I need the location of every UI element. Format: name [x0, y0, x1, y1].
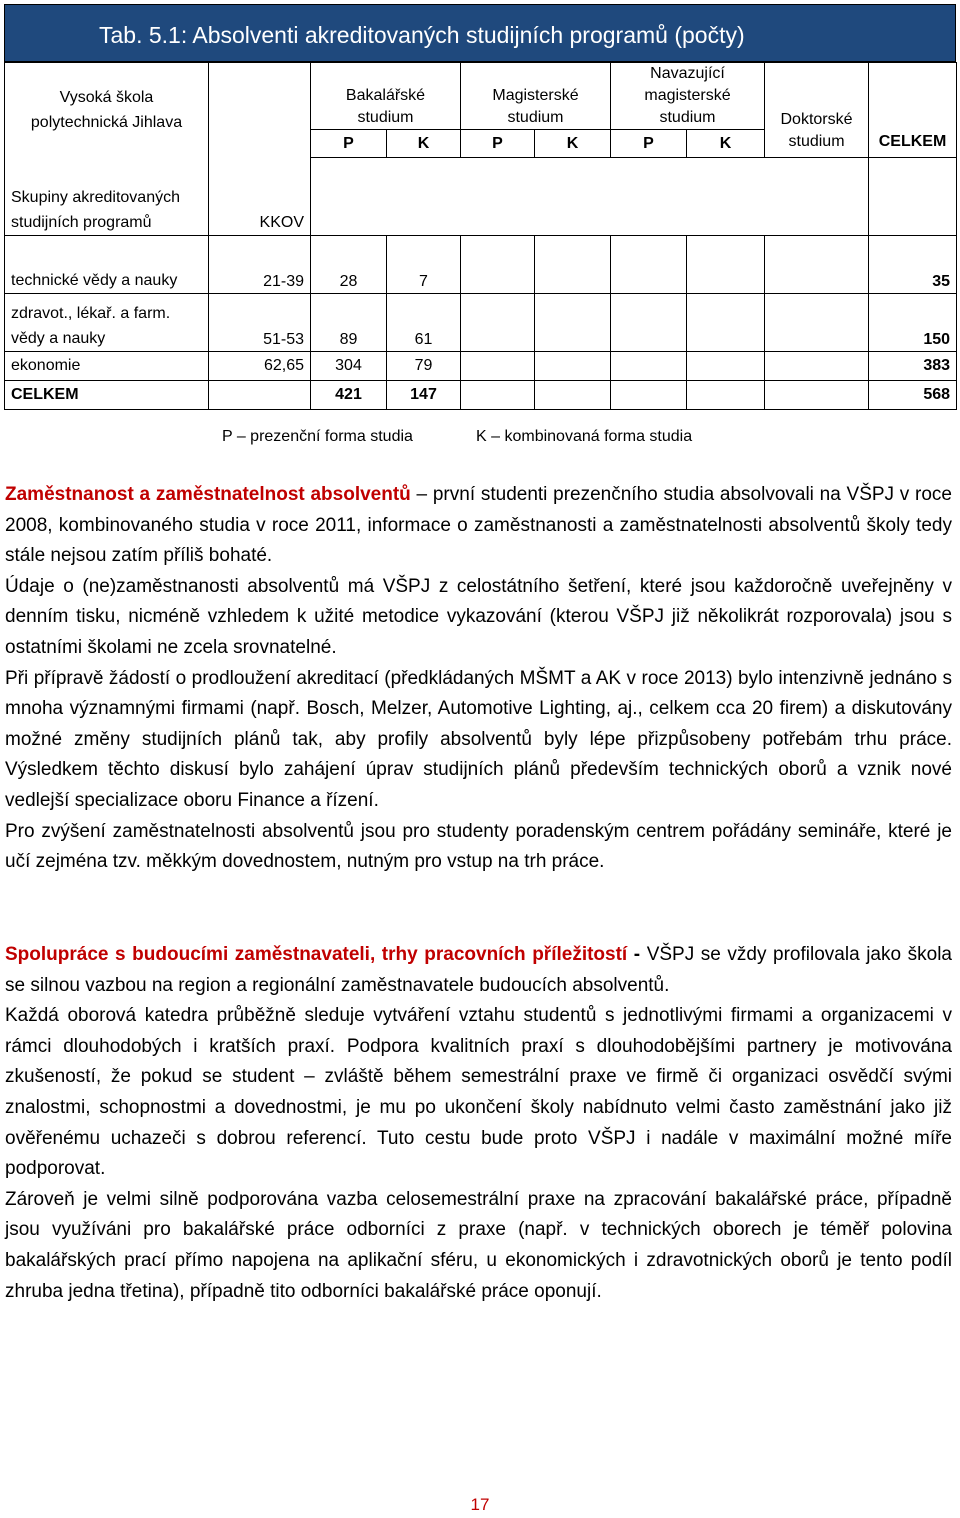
graduates-table	[4, 62, 957, 410]
total-header: CELKEM	[869, 63, 957, 158]
section-heading: Spolupráce s budoucími zaměstnavateli, trhy pracovních příležitostí	[5, 944, 628, 965]
page-number: 17	[470, 1495, 490, 1514]
row-bc-p: 89	[311, 294, 387, 352]
phd-header: Doktorské studium	[765, 63, 869, 158]
paragraph: Zároveň je velmi silně podporována vazba celosemestrální praxe na zpracování bakalářské práce, případně jsou využíváni pro bakalářské práce odborníci z praxe (např. v technických oborech je téměř polovina bakalářských prací přímo napojena na aplikační sféru, u ekonomických i zdravotnických oborů je tento podíl zhruba jedna třetina), případně tito odborníci bakalářské práce oponují.	[5, 1188, 952, 1302]
paragraph: Zaměstnanost a zaměstnatelnost absolventů – první studenti prezenčního studia absolvovali na VŠPJ v roce 2008, kombinovaného studia v roce 2011, informace o zaměstnanosti a zaměstnatelnosti absolventů školy tedy stále nejsou zatím příliš bohaté.	[5, 484, 952, 567]
legend-k: K – kombinovaná forma studia	[476, 428, 693, 445]
bc-k-header: K	[387, 130, 461, 158]
kkov-label: KKOV	[209, 158, 311, 236]
row-kkov: 62,65	[209, 352, 311, 381]
total-bc-k: 147	[387, 381, 461, 410]
paragraph: Údaje o (ne)zaměstnanosti absolventů má VŠPJ z celostátního šetření, které jsou každoročně uveřejněny v denním tisku, nicméně vzhledem k užité metodice vykazování (kterou VŠPJ již několikrát rozporovala) jsou s ostatními školami ne zcela srovnatelné.	[5, 575, 952, 658]
corner-header: Vysoká škola polytechnická Jihlava	[5, 63, 209, 158]
paragraph: Při přípravě žádostí o prodloužení akreditací (předkládaných MŠMT a AK v roce 2013) bylo intenzivně jednáno s mnoha významnými firmami (např. Bosch, Melzer, Automotive Lighting, aj., celkem cca 20 firem) a diskutovány možné změny studijních plánů tak, aby profily absolventů byly lépe přizpůsobeny potřebám trhu práce. Výsledkem těchto diskusí bylo zahájení úprav studijních plánů především technických oborů a vznik nové vedlejší specializace oboru Finance a řízení.	[5, 667, 952, 811]
paragraph: Každá oborová katedra průběžně sleduje vytváření vztahu studentů s jednotlivými firmami a organizacemi v rámci dlouhodobých i kratších praxí. Podpora kvalitních praxí s dlouhodobějšími partnery je motivována zkušeností, že pokud se student – zvláště během semestrální praxe ve firmě či organizaci osvědčí svými znalostmi, schopnostmi a dovednostmi, je mu po ukončení školy nabídnuto velmi často zaměstnání jako již ověřenému uchazeči s dobrou referencí. Tuto cestu bude proto VŠPJ i nadále v maximální možné míře podporovat.	[5, 1005, 952, 1180]
section-employment	[5, 480, 952, 878]
nmgr-p-header: P	[611, 130, 687, 158]
row-bc-p: 28	[311, 236, 387, 294]
groups-label: Skupiny akreditovaných studijních programů	[5, 158, 209, 236]
bc-header: Bakalářské studium	[311, 63, 461, 130]
header-blank	[311, 158, 869, 236]
row-bc-k: 79	[387, 352, 461, 381]
mgr-header: Magisterské studium	[461, 63, 611, 130]
legend-p: P – prezenční forma studia	[222, 428, 413, 445]
row-bc-p: 304	[311, 352, 387, 381]
row-total: 383	[869, 352, 957, 381]
section-cooperation	[5, 940, 952, 1307]
mgr-k-header: K	[535, 130, 611, 158]
bc-p-header: P	[311, 130, 387, 158]
nmgr-k-header: K	[687, 130, 765, 158]
paragraph: Pro zvýšení zaměstnatelnosti absolventů jsou pro studenty poradenským centrem pořádány semináře, které je učí zejména tzv. měkkým dovednostem, nutným pro vstup na trh práce.	[5, 820, 952, 873]
header-blank-total	[869, 158, 957, 236]
table-title: Tab. 5.1: Absolventi akreditovaných studijních programů (počty)	[99, 22, 745, 48]
row-bc-k: 61	[387, 294, 461, 352]
nmgr-header: Navazující magisterské studium	[611, 63, 765, 130]
total-bc-p: 421	[311, 381, 387, 410]
row-total: 35	[869, 236, 957, 294]
row-bc-k: 7	[387, 236, 461, 294]
row-group: zdravot., lékař. a farm. vědy a nauky	[5, 294, 209, 352]
paragraph: Spolupráce s budoucími zaměstnavateli, trhy pracovních příležitostí - VŠPJ se vždy profilovala jako škola se silnou vazbou na region a regionální zaměstnavatele budoucích absolventů.	[5, 944, 952, 996]
row-group: technické vědy a nauky	[5, 236, 209, 294]
row-total: 150	[869, 294, 957, 352]
total-row-label: CELKEM	[5, 381, 209, 410]
mgr-p-header: P	[461, 130, 535, 158]
row-group: ekonomie	[5, 352, 209, 381]
row-kkov: 51-53	[209, 294, 311, 352]
table-title-bar	[4, 4, 956, 62]
section-heading: Zaměstnanost a zaměstnatelnost absolventů	[5, 484, 411, 505]
kkov-spacer	[209, 63, 311, 158]
row-kkov: 21-39	[209, 236, 311, 294]
total-grand: 568	[869, 381, 957, 410]
